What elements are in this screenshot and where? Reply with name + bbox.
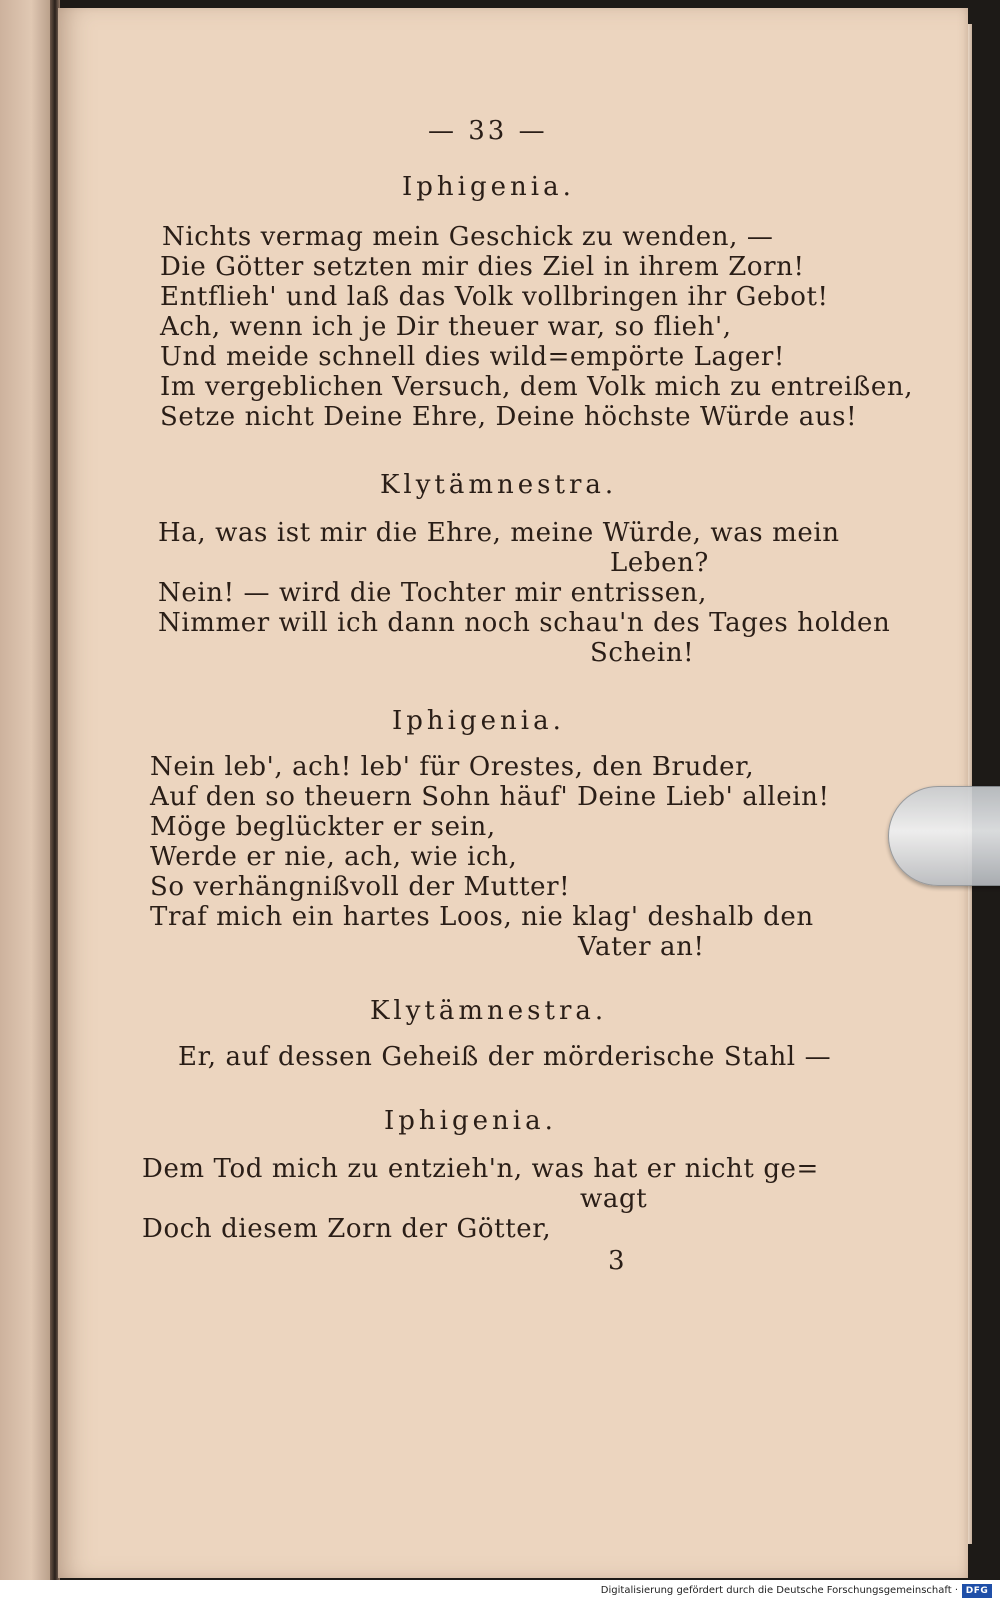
speaker-heading: Iphigenia. xyxy=(384,1106,557,1136)
verse-line: Nichts vermag mein Geschick zu wenden, — xyxy=(162,222,774,252)
verse-line: So verhängnißvoll der Mutter! xyxy=(150,872,571,902)
verse-line: Nein! — wird die Tochter mir entrissen, xyxy=(158,578,707,608)
verse-line: Nimmer will ich dann noch schau'n des Tages holden xyxy=(158,608,891,638)
verse-line: Auf den so theuern Sohn häuf' Deine Lieb' allein! xyxy=(150,782,830,812)
page-tab-marker xyxy=(888,786,1000,886)
speaker-heading: Klytämnestra. xyxy=(380,470,618,500)
verse-line: Dem Tod mich zu entzieh'n, was hat er nicht ge= xyxy=(142,1154,819,1184)
verse-line: Doch diesem Zorn der Götter, xyxy=(142,1214,552,1244)
dfg-logo-icon: DFG xyxy=(962,1584,992,1598)
verse-line: Werde er nie, ach, wie ich, xyxy=(150,842,518,872)
verse-line: Entflieh' und laß das Volk vollbringen ihr Gebot! xyxy=(160,282,829,312)
verse-line: Ha, was ist mir die Ehre, meine Würde, was mein xyxy=(158,518,840,548)
verse-line: Vater an! xyxy=(578,932,705,962)
verse-line: Im vergeblichen Versuch, dem Volk mich zu entreißen, xyxy=(160,372,914,402)
verse-line: Schein! xyxy=(590,638,695,668)
speaker-heading: Klytämnestra. xyxy=(370,996,608,1026)
page-number-header: — 33 — xyxy=(428,116,548,146)
speaker-heading: Iphigenia. xyxy=(402,172,575,202)
verse-line: Möge beglückter er sein, xyxy=(150,812,496,842)
signature-mark: 3 xyxy=(608,1246,626,1276)
verse-line: Traf mich ein hartes Loos, nie klag' deshalb den xyxy=(150,902,814,932)
verse-line: Ach, wenn ich je Dir theuer war, so flieh', xyxy=(160,312,732,342)
facing-page-edge xyxy=(0,0,52,1580)
verse-line: Und meide schnell dies wild=empörte Lager! xyxy=(160,342,785,372)
verse-line: Er, auf dessen Geheiß der mörderische Stahl — xyxy=(178,1042,832,1072)
verse-line: wagt xyxy=(580,1184,648,1214)
verse-line: Nein leb', ach! leb' für Orestes, den Bruder, xyxy=(150,752,755,782)
speaker-heading: Iphigenia. xyxy=(392,706,565,736)
verse-line: Die Götter setzten mir dies Ziel in ihrem Zorn! xyxy=(160,252,805,282)
verse-line: Leben? xyxy=(610,548,709,578)
verse-line: Setze nicht Deine Ehre, Deine höchste Würde aus! xyxy=(160,402,858,432)
footer-credit: Digitalisierung gefördert durch die Deutsche Forschungsgemeinschaft · xyxy=(600,1585,958,1596)
